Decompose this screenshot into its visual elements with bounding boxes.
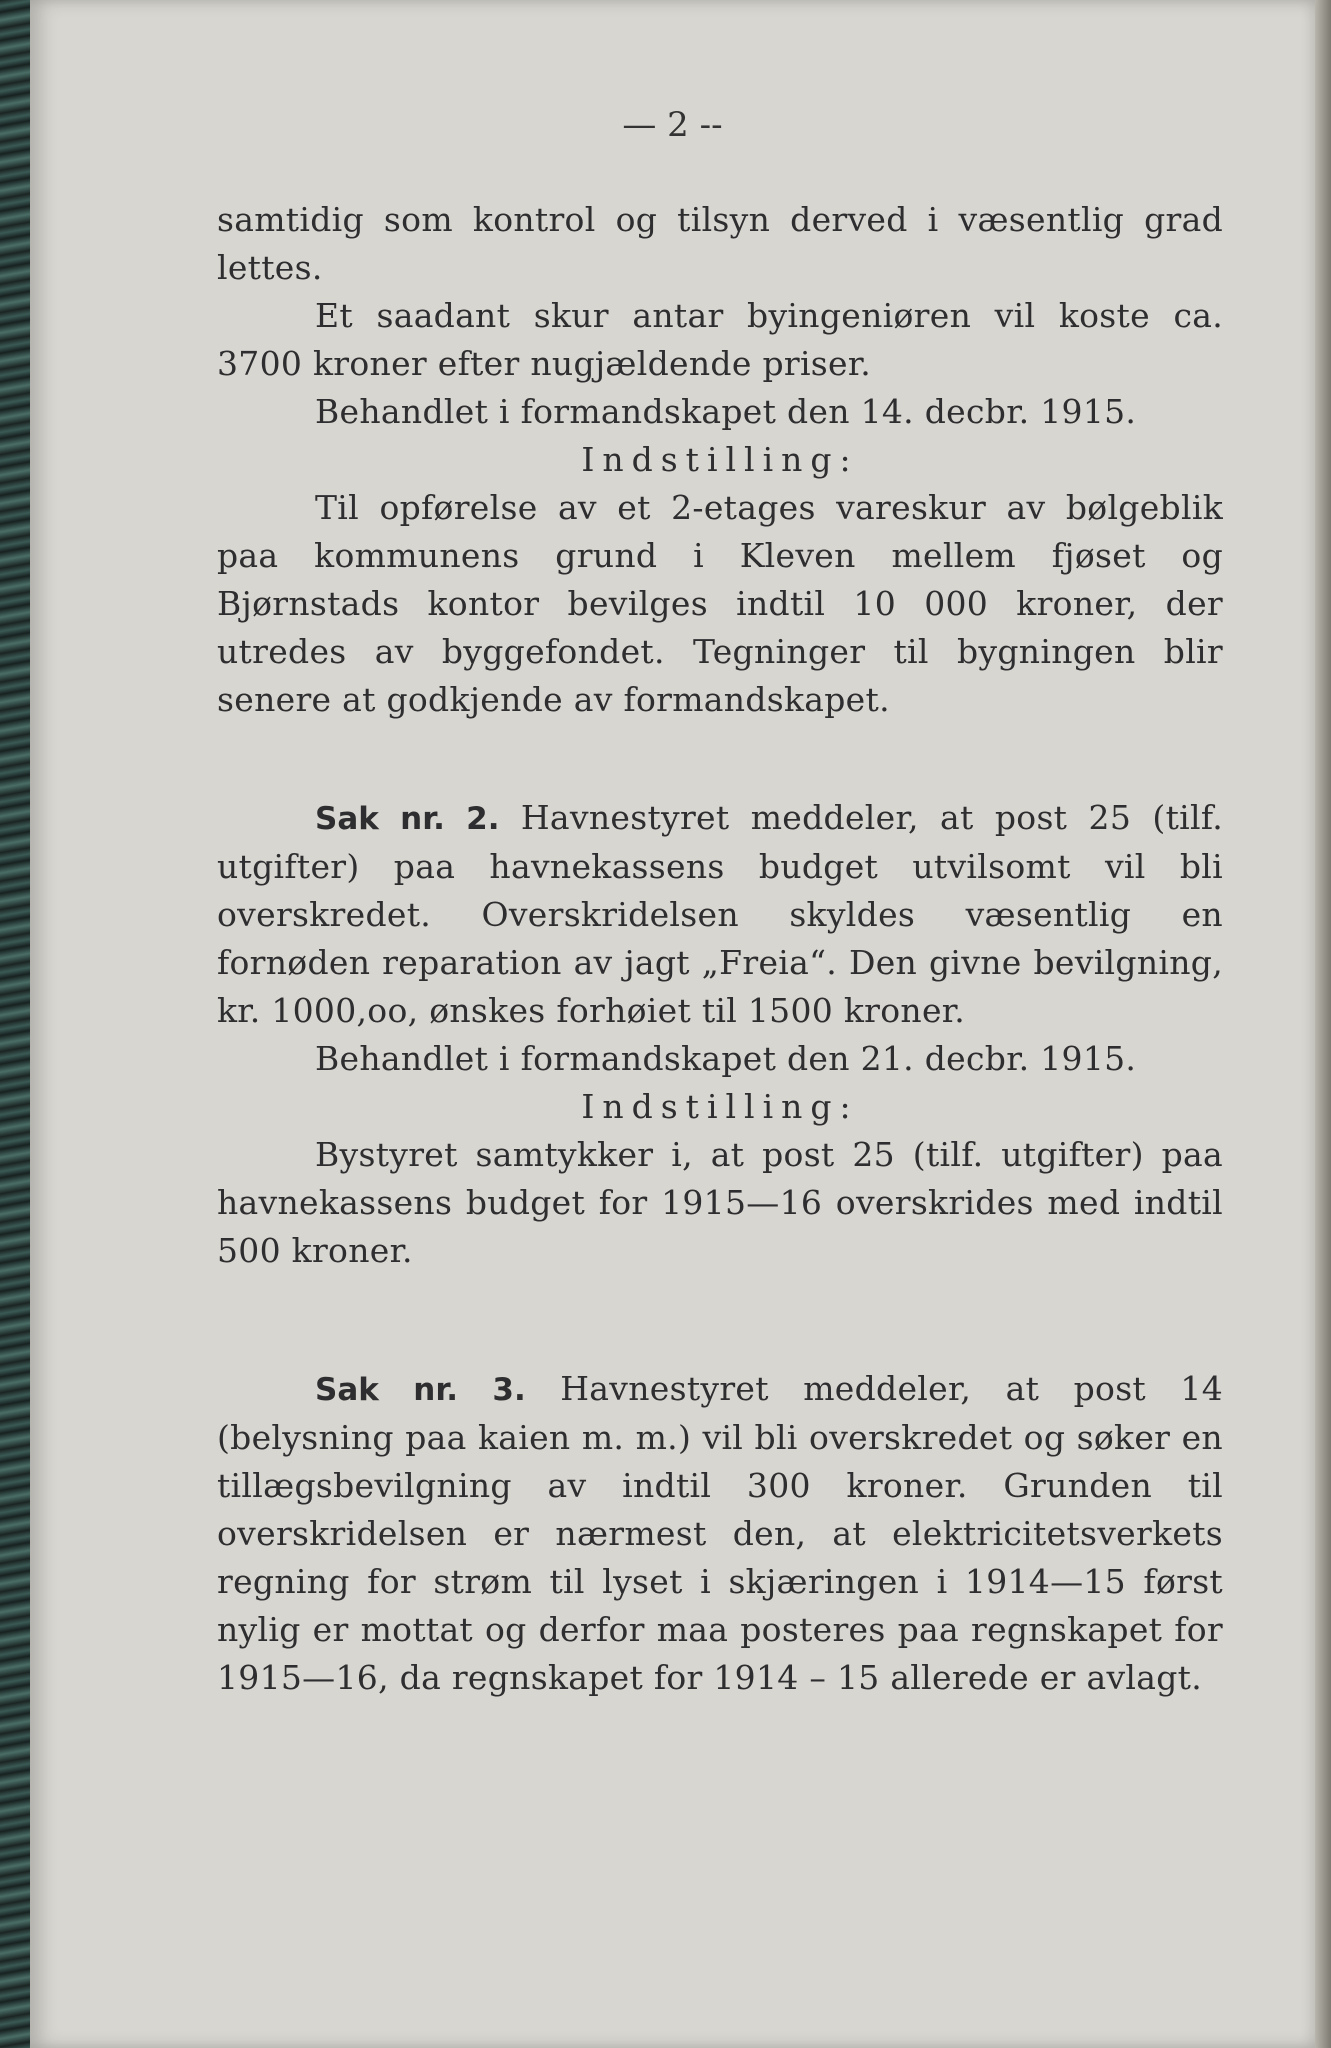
page-text [217, 196, 1223, 1702]
paragraph-indstilling-2: Bystyret samtykker i, at post 25 (tilf. utgifter) paa havnekassens budget for 1915—16 overskrides med indtil 500 kroner. [217, 1135, 1223, 1270]
paragraph-cost-estimate: Et saadant skur antar byingeniøren vil koste ca. 3700 kroner efter nugjældende priser. [217, 296, 1223, 383]
paragraph-sak-2 [217, 794, 1223, 1035]
sak-3-text: Havnestyret meddeler, at post 14 (belysning paa kaien m. m.) vil bli overskredet og søker en tillægsbevilgning av indtil 300 kroner. Grunden til overskridelsen er nærmest den, at elektricitetsverkets regning for strøm til lyset i skjæringen i 1914—15 først nylig er mottat og derfor maa posteres paa regnskapet for 1915—16, da regnskapet for 1914 – 15 allerede er avlagt. [217, 1369, 1223, 1697]
sak-2-label: Sak nr. 2. [315, 801, 500, 837]
paragraph-continuation: samtidig som kontrol og tilsyn derved i væsentlig grad lettes. [217, 200, 1223, 287]
paragraph-sak-3 [217, 1365, 1223, 1702]
book-edge-right [1315, 0, 1331, 2048]
document-page [30, 0, 1315, 2048]
heading-indstilling-1: Indstilling: [581, 440, 859, 479]
sak-3-label: Sak nr. 3. [315, 1372, 526, 1408]
book-binding-left [0, 0, 30, 2048]
page-number: — 2 -- [622, 105, 723, 145]
sak-2-text: Havnestyret meddeler, at post 25 (tilf. utgifter) paa havnekassens budget utvilsomt vil bli overskredet. Overskridelsen skyldes væsentlig en fornøden reparation av jagt „Freia“. Den givne bevilgning, kr. 1000,oo, ønskes forhøiet til 1500 kroner. [217, 798, 1223, 1030]
heading-indstilling-2: Indstilling: [581, 1087, 859, 1126]
paragraph-indstilling-1: Til opførelse av et 2-etages vareskur av bølgeblik paa kommunens grund i Kleven mellem fjøset og Bjørnstads kontor bevilges indtil 10 000 kroner, der utredes av byggefondet. Tegninger til bygningen blir senere at godkjende av formandskapet. [217, 488, 1223, 719]
paragraph-behandlet-1: Behandlet i formandskapet den 14. decbr. 1915. [315, 392, 1137, 431]
paragraph-behandlet-2: Behandlet i formandskapet den 21. decbr. 1915. [315, 1039, 1137, 1078]
